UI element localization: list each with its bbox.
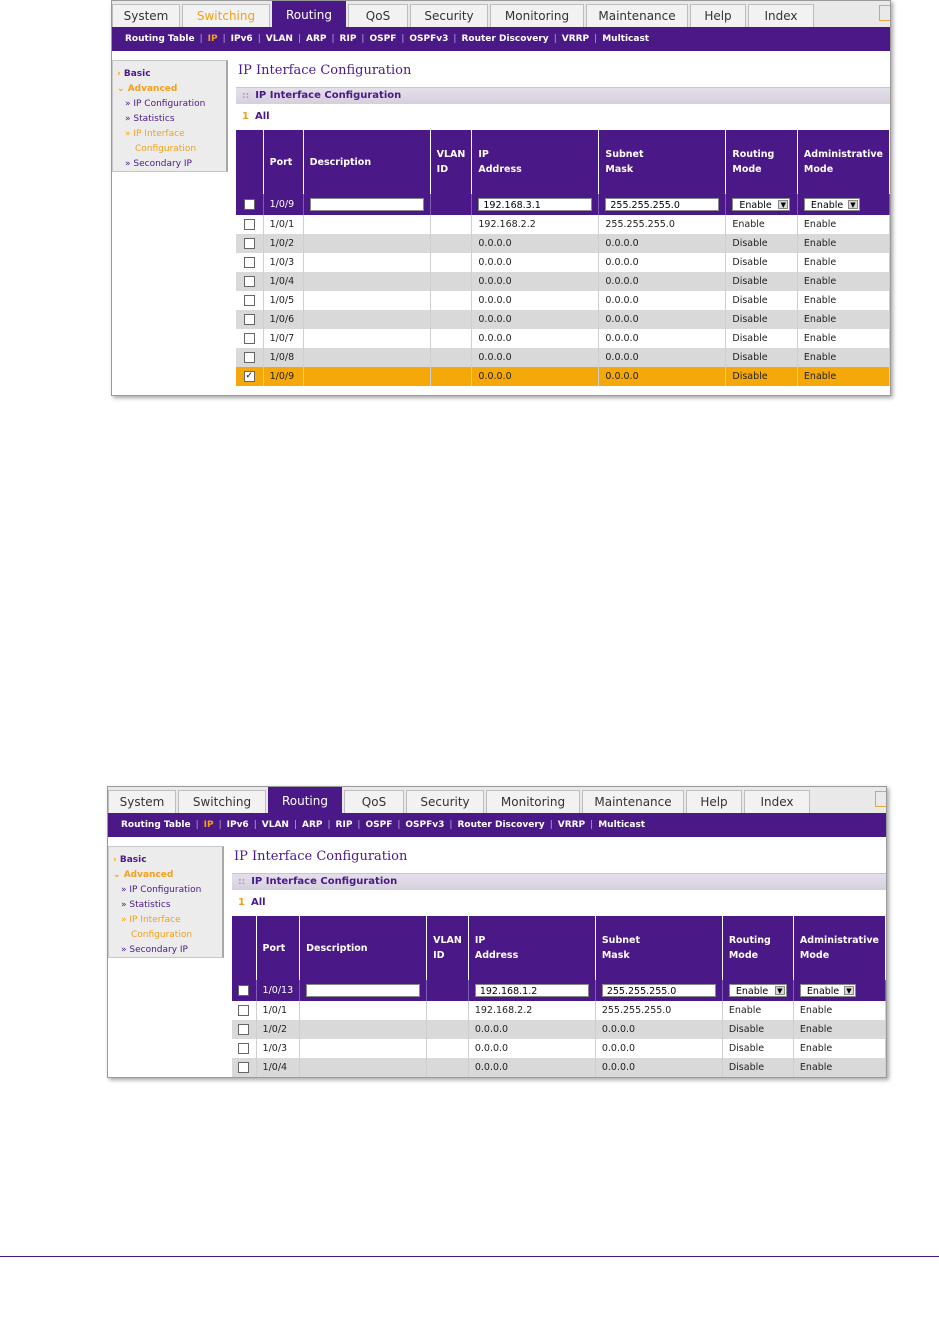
row-ip: 0.0.0.0 — [472, 367, 599, 386]
col-description: Description — [300, 916, 427, 980]
grip-icon: :: — [242, 91, 250, 101]
row-admin: Enable — [797, 367, 889, 386]
col-port: Port — [256, 916, 300, 980]
tab-help[interactable]: Help — [686, 790, 742, 813]
col-admin-mode: Administrative Mode — [793, 916, 885, 980]
pagination — [236, 104, 890, 130]
row-routing: Disable — [726, 348, 798, 367]
row-routing: Disable — [726, 367, 798, 386]
row-port: 1/0/5 — [263, 291, 303, 310]
screenshot-2 — [107, 786, 887, 1078]
table-row[interactable] — [236, 272, 890, 291]
col-admin-mode: Administrative Mode — [797, 130, 889, 194]
row-admin: Enable — [797, 253, 889, 272]
page-all-link[interactable]: All — [254, 111, 270, 122]
row-port: 1/0/2 — [256, 1020, 300, 1039]
subnav-routing-table[interactable]: Routing Table — [121, 820, 191, 830]
ip-address-input[interactable]: 192.168.3.1 — [478, 198, 592, 211]
sidebar-ip-interface[interactable]: » IP Interface — [125, 129, 185, 139]
row-ip: 0.0.0.0 — [468, 1039, 595, 1058]
dropdown-arrow-icon: ▼ — [775, 986, 785, 995]
row-mask: 0.0.0.0 — [599, 367, 726, 386]
description-input[interactable] — [306, 984, 420, 997]
row-port: 1/0/2 — [263, 234, 303, 253]
row-checkbox[interactable] — [238, 1062, 249, 1073]
row-routing: Disable — [726, 234, 798, 253]
edit-row — [232, 980, 886, 1001]
tab-routing[interactable]: Routing — [272, 1, 346, 27]
row-admin: Enable — [797, 234, 889, 253]
row-mask: 0.0.0.0 — [599, 234, 726, 253]
subnav-ipv6[interactable]: IPv6 — [226, 820, 249, 830]
row-ip: 0.0.0.0 — [472, 329, 599, 348]
col-routing-mode: Routing Mode — [726, 130, 798, 194]
row-port: 1/0/1 — [263, 215, 303, 234]
tab-maintenance[interactable]: Maintenance — [586, 4, 688, 27]
row-routing: Disable — [726, 310, 798, 329]
page-all-link[interactable]: All — [250, 897, 266, 908]
chevron-down-icon: ⌄ — [117, 84, 125, 94]
subnav-vrrp[interactable]: VRRP — [557, 820, 586, 830]
edit-port: 1/0/13 — [256, 980, 300, 1001]
grip-icon: :: — [238, 877, 246, 887]
subnav-ip[interactable]: IP — [207, 34, 218, 44]
sidebar — [108, 846, 224, 958]
routing-mode-select[interactable]: Enable ▼ — [729, 984, 787, 997]
subnav-ospf[interactable]: OSPF — [365, 820, 393, 830]
sub-nav: Routing Table | IP | IPv6 | VLAN | ARP | RIP | OSPF | OSPFv3 | Router Discovery | VRRP | Multicast — [112, 27, 890, 51]
table-row[interactable] — [232, 1058, 886, 1077]
tab-switching[interactable]: Switching — [182, 4, 270, 27]
row-port: 1/0/7 — [263, 329, 303, 348]
subnav-router-discovery[interactable]: Router Discovery — [461, 34, 549, 44]
tab-monitoring[interactable]: Monitoring — [490, 4, 584, 27]
sidebar-secondary-ip[interactable]: » Secondary IP — [121, 945, 188, 955]
row-admin: Enable — [797, 329, 889, 348]
sidebar-ip-interface-configuration[interactable]: Configuration — [131, 930, 193, 940]
row-ip: 0.0.0.0 — [472, 234, 599, 253]
row-checkbox[interactable] — [244, 219, 255, 230]
table-row[interactable] — [236, 310, 890, 329]
edit-port: 1/0/9 — [263, 194, 303, 215]
row-admin: Enable — [793, 1020, 885, 1039]
row-mask: 0.0.0.0 — [599, 291, 726, 310]
col-ip-address: IP Address — [468, 916, 595, 980]
dropdown-arrow-icon: ▼ — [844, 986, 854, 995]
chevron-right-icon: › — [117, 69, 121, 79]
tab-system[interactable]: System — [112, 4, 180, 27]
page-number[interactable]: 1 — [238, 897, 245, 908]
tab-qos[interactable]: QoS — [348, 4, 408, 27]
col-select — [232, 916, 256, 980]
row-ip: 0.0.0.0 — [472, 310, 599, 329]
table-row[interactable] — [236, 253, 890, 272]
row-mask: 0.0.0.0 — [595, 1039, 722, 1058]
sidebar-statistics[interactable]: » Statistics — [125, 114, 175, 124]
section-header: :: IP Interface Configuration — [236, 87, 890, 104]
edit-row — [236, 194, 890, 215]
sidebar-advanced[interactable]: ⌄ Advanced — [117, 84, 178, 94]
content-area — [232, 845, 886, 1077]
subnet-mask-input[interactable]: 255.255.255.0 — [602, 984, 716, 997]
page-title: IP Interface Configuration — [234, 849, 408, 864]
row-ip: 0.0.0.0 — [468, 1058, 595, 1077]
table-row-selected[interactable] — [236, 367, 890, 386]
tab-switching[interactable]: Switching — [178, 790, 266, 813]
sidebar-basic[interactable]: › Basic — [117, 69, 151, 79]
row-routing: Enable — [726, 215, 798, 234]
section-header: :: IP Interface Configuration — [232, 873, 886, 890]
tab-index[interactable]: Index — [748, 4, 814, 27]
row-port: 1/0/4 — [256, 1058, 300, 1077]
row-port: 1/0/3 — [263, 253, 303, 272]
sidebar-ip-interface[interactable]: » IP Interface — [121, 915, 181, 925]
table-row[interactable] — [236, 348, 890, 367]
row-port: 1/0/1 — [256, 1001, 300, 1020]
row-mask: 0.0.0.0 — [599, 310, 726, 329]
table-header-row — [232, 916, 886, 980]
row-checkbox[interactable] — [244, 314, 255, 325]
page-number[interactable]: 1 — [242, 111, 249, 122]
sidebar-advanced[interactable]: ⌄ Advanced — [113, 870, 174, 880]
tab-help[interactable]: Help — [690, 4, 746, 27]
row-mask: 0.0.0.0 — [599, 253, 726, 272]
sidebar-ip-configuration[interactable]: » IP Configuration — [121, 885, 202, 895]
edit-row-checkbox[interactable] — [238, 985, 249, 996]
tab-system[interactable]: System — [108, 790, 176, 813]
admin-mode-select[interactable]: Enable ▼ — [804, 198, 860, 211]
row-checkbox-checked[interactable]: ✓ — [245, 371, 254, 381]
row-routing: Disable — [722, 1039, 793, 1058]
col-vlan-id: VLAN ID — [427, 916, 469, 980]
row-admin: Enable — [797, 291, 889, 310]
subnav-router-discovery[interactable]: Router Discovery — [457, 820, 545, 830]
tab-qos[interactable]: QoS — [344, 790, 404, 813]
main-tab-bar — [108, 787, 886, 813]
page-footer-rule — [0, 1256, 939, 1257]
row-ip: 0.0.0.0 — [472, 348, 599, 367]
table-row[interactable] — [232, 1020, 886, 1039]
row-mask: 0.0.0.0 — [599, 348, 726, 367]
row-checkbox[interactable] — [244, 352, 255, 363]
row-mask: 0.0.0.0 — [599, 329, 726, 348]
ip-interface-table — [236, 130, 890, 386]
col-subnet-mask: Subnet Mask — [599, 130, 726, 194]
sidebar-secondary-ip[interactable]: » Secondary IP — [125, 159, 192, 169]
row-mask: 255.255.255.0 — [599, 215, 726, 234]
main-tab-bar — [112, 1, 890, 27]
chevron-down-icon: ⌄ — [113, 870, 121, 880]
row-ip: 192.168.2.2 — [472, 215, 599, 234]
chevron-right-icon: › — [113, 855, 117, 865]
row-admin: Enable — [797, 310, 889, 329]
sidebar-ip-configuration[interactable]: » IP Configuration — [125, 99, 206, 109]
col-subnet-mask: Subnet Mask — [595, 916, 722, 980]
row-admin: Enable — [793, 1001, 885, 1020]
subnav-ospfv3[interactable]: OSPFv3 — [405, 820, 445, 830]
subnav-ipv6[interactable]: IPv6 — [230, 34, 253, 44]
row-admin: Enable — [797, 348, 889, 367]
tab-index[interactable]: Index — [744, 790, 810, 813]
row-routing: Disable — [726, 329, 798, 348]
row-checkbox[interactable] — [238, 1024, 249, 1035]
tab-bar-end-decoration — [875, 791, 886, 807]
subnav-multicast[interactable]: Multicast — [598, 820, 646, 830]
tab-security[interactable]: Security — [410, 4, 488, 27]
subnav-ospf[interactable]: OSPF — [369, 34, 397, 44]
row-ip: 0.0.0.0 — [472, 291, 599, 310]
col-routing-mode: Routing Mode — [722, 916, 793, 980]
row-port: 1/0/3 — [256, 1039, 300, 1058]
description-input[interactable] — [310, 198, 424, 211]
sidebar-statistics[interactable]: » Statistics — [121, 900, 171, 910]
table-row[interactable] — [236, 329, 890, 348]
row-port: 1/0/8 — [263, 348, 303, 367]
content-area — [236, 59, 890, 386]
admin-mode-select[interactable]: Enable ▼ — [800, 984, 856, 997]
col-vlan-id: VLAN ID — [430, 130, 472, 194]
table-row[interactable] — [232, 1039, 886, 1058]
col-select — [236, 130, 263, 194]
row-admin: Enable — [793, 1058, 885, 1077]
ip-address-input[interactable]: 192.168.1.2 — [475, 984, 589, 997]
row-ip: 0.0.0.0 — [472, 253, 599, 272]
row-mask: 255.255.255.0 — [595, 1001, 722, 1020]
row-admin: Enable — [793, 1039, 885, 1058]
row-admin: Enable — [797, 215, 889, 234]
row-checkbox[interactable] — [244, 238, 255, 249]
row-port: 1/0/9 — [263, 367, 303, 386]
row-admin: Enable — [797, 272, 889, 291]
row-routing: Disable — [726, 291, 798, 310]
subnav-routing-table[interactable]: Routing Table — [125, 34, 195, 44]
row-routing: Enable — [722, 1001, 793, 1020]
col-ip-address: IP Address — [472, 130, 599, 194]
subnav-vrrp[interactable]: VRRP — [561, 34, 590, 44]
row-mask: 0.0.0.0 — [595, 1058, 722, 1077]
subnav-ip[interactable]: IP — [203, 820, 214, 830]
row-ip: 192.168.2.2 — [468, 1001, 595, 1020]
subnav-vlan[interactable]: VLAN — [265, 34, 293, 44]
subnav-multicast[interactable]: Multicast — [602, 34, 650, 44]
row-mask: 0.0.0.0 — [595, 1020, 722, 1039]
subnav-vlan[interactable]: VLAN — [261, 820, 289, 830]
subnav-arp[interactable]: ARP — [306, 34, 327, 44]
col-description: Description — [303, 130, 430, 194]
subnav-rip[interactable]: RIP — [335, 820, 353, 830]
row-mask: 0.0.0.0 — [599, 272, 726, 291]
screenshot-1 — [111, 0, 891, 396]
tab-routing[interactable]: Routing — [268, 787, 342, 813]
dropdown-arrow-icon: ▼ — [848, 200, 858, 209]
tab-monitoring[interactable]: Monitoring — [486, 790, 580, 813]
row-checkbox[interactable] — [244, 257, 255, 268]
table-header-row — [236, 130, 890, 194]
row-checkbox[interactable] — [238, 1043, 249, 1054]
col-port: Port — [263, 130, 303, 194]
subnav-ospfv3[interactable]: OSPFv3 — [409, 34, 449, 44]
subnav-rip[interactable]: RIP — [339, 34, 357, 44]
tab-security[interactable]: Security — [406, 790, 484, 813]
row-routing: Disable — [726, 272, 798, 291]
sidebar — [112, 60, 228, 172]
page-title: IP Interface Configuration — [238, 63, 412, 78]
table-row[interactable] — [236, 234, 890, 253]
sidebar-ip-interface-configuration[interactable]: Configuration — [135, 144, 197, 154]
row-port: 1/0/4 — [263, 272, 303, 291]
row-checkbox[interactable] — [244, 295, 255, 306]
table-row[interactable] — [236, 215, 890, 234]
row-routing: Disable — [722, 1020, 793, 1039]
subnet-mask-input[interactable]: 255.255.255.0 — [605, 198, 719, 211]
routing-mode-select[interactable]: Enable ▼ — [732, 198, 790, 211]
row-checkbox[interactable] — [244, 276, 255, 287]
row-ip: 0.0.0.0 — [472, 272, 599, 291]
row-checkbox[interactable] — [238, 1005, 249, 1016]
subnav-arp[interactable]: ARP — [302, 820, 323, 830]
row-checkbox[interactable] — [244, 333, 255, 344]
row-routing: Disable — [726, 253, 798, 272]
tab-bar-end-decoration — [879, 5, 890, 21]
sub-nav: Routing Table | IP | IPv6 | VLAN | ARP | RIP | OSPF | OSPFv3 | Router Discovery | VRRP | Multicast — [108, 813, 886, 837]
row-routing: Disable — [722, 1058, 793, 1077]
row-port: 1/0/6 — [263, 310, 303, 329]
row-ip: 0.0.0.0 — [468, 1020, 595, 1039]
table-row[interactable] — [232, 1001, 886, 1020]
dropdown-arrow-icon: ▼ — [778, 200, 788, 209]
sidebar-basic[interactable]: › Basic — [113, 855, 147, 865]
tab-maintenance[interactable]: Maintenance — [582, 790, 684, 813]
ip-interface-table — [232, 916, 886, 1077]
table-row[interactable] — [236, 291, 890, 310]
pagination — [232, 890, 886, 916]
edit-row-checkbox[interactable] — [244, 199, 255, 210]
